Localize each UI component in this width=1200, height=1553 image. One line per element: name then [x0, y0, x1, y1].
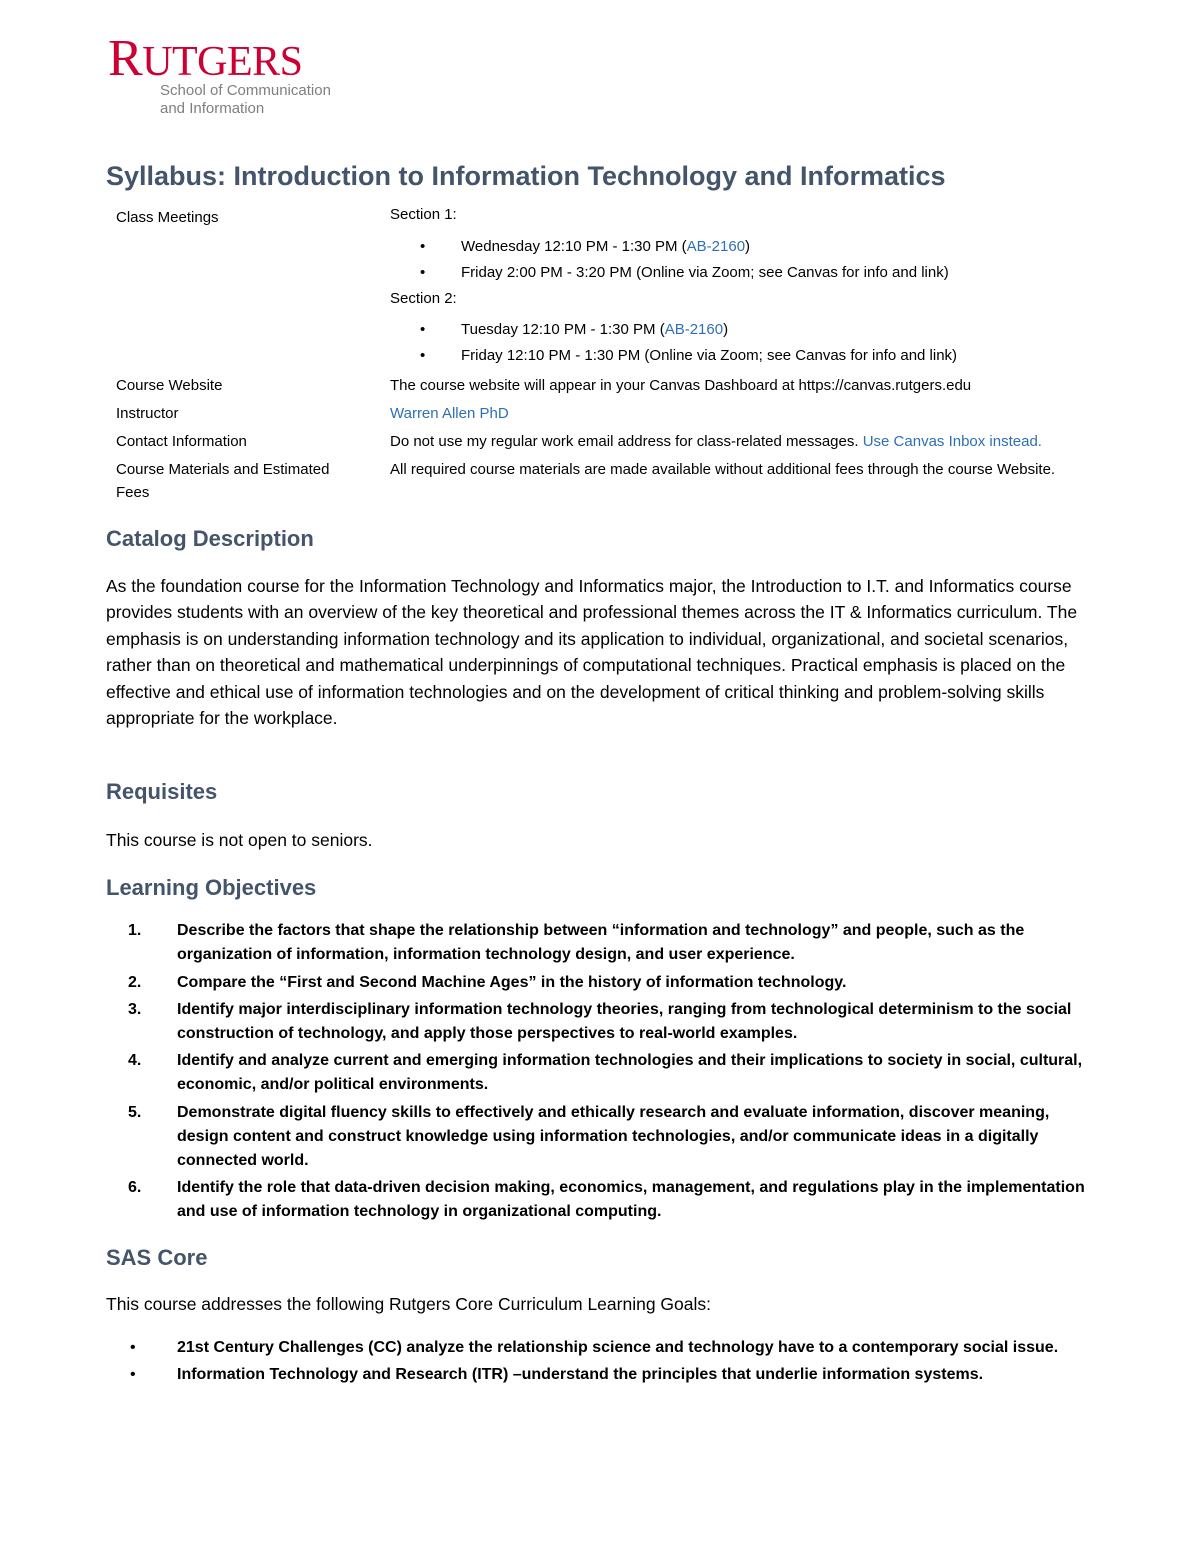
requisites-text: This course is not open to seniors. — [106, 830, 373, 850]
rutgers-logo — [108, 30, 348, 124]
instructor-link[interactable]: Warren Allen PhD — [390, 405, 509, 422]
contact-value: Do not use my regular work email address for class-related messages. Use Canvas Inbox instead. — [390, 433, 1042, 450]
section2-heading: Section 2: — [390, 290, 457, 307]
room-link[interactable]: AB-2160 — [664, 321, 724, 338]
page-title: Syllabus: Introduction to Information Technology and Informatics — [106, 161, 946, 191]
catalog-heading: Catalog Description — [106, 526, 314, 551]
logo-subtitle: School of Communication and Information — [160, 82, 331, 117]
catalog-text: As the foundation course for the Information Technology and Informatics major, the Introduction to I.T. and Informatics course provides students with an overview of the key theoretical and professional themes across the IT & Informatics curriculum. The emphasis is on understanding information technology and its application to individual, organizational, and societal scenarios, rather than on theoretical and mathematical underpinnings of computational techniques. Practical emphasis is placed on the effective and ethical use of information technologies and on the development of critical thinking and problem-solving skills appropriate for the workplace. — [106, 576, 1078, 729]
course-website-label: Course Website — [116, 377, 223, 394]
materials-value: All required course materials are made available without additional fees through the course Website. — [390, 461, 1056, 478]
contact-label: Contact Information — [116, 433, 247, 450]
logo-wordmark: RUTGERS — [108, 30, 303, 87]
section1-heading: Section 1: — [390, 206, 457, 223]
class-meetings-label: Class Meetings — [116, 209, 219, 226]
objectives-heading: Learning Objectives — [106, 875, 317, 900]
sas-core-intro: This course addresses the following Rutgers Core Curriculum Learning Goals: — [106, 1294, 711, 1314]
sas-core-heading: SAS Core — [106, 1245, 208, 1270]
room-link[interactable]: AB-2160 — [686, 238, 746, 255]
course-website-value: The course website will appear in your Canvas Dashboard at https://canvas.rutgers.edu — [390, 377, 972, 394]
instructor-label: Instructor — [116, 405, 179, 422]
syllabus-page: RUTGERS School of Communication and Information Syllabus: Introduction to Information Technology and Informatics Class Meetings Section 1: • Wednesday 12:10 PM - 1:30 PM (AB-2160) • Friday 2:00 PM - 3:20 PM (Online via Zoom; see Canvas for info and link) Section 2: • Tuesday 12:10 PM - 1:30 PM (AB-2160) • Friday 12:10 PM - 1:30 PM (Online via Zoom; see Canvas for info and link) Course Website The course website will appear in your Canvas Dashboard at https://canvas.rutgers.edu Instructor Warren Allen PhD Contact Information Do not use my regular work email address for class-related messages. Use Canvas Inbox instead. Course Materials and Estimated Fees All required course materials are made available without additional fees through the course Website. Catalog Description As the foundation course for the Information Technology and Informatics major, the Introduction to I.T. and Informatics course provides students with an overview of the key theoretical and professional themes across the IT & Informatics curriculum. The emphasis is on understanding information technology and its application to individual, organizational, and societal scenarios, rather than on theoretical and mathematical underpinnings of computational techniques. Practical emphasis is placed on the effective and ethical use of information technologies and on the development of critical thinking and problem-solving skills appropriate for the workplace. Requisites This course is not open to seniors. Learning Objectives 1. Describe the factors that shape the relationship between “information and technology” and people, such as the organization of information, information technology design, and user experience. 2. Compare the “First and Second Machine Ages” in the history of information technology. 3. Identify major interdisciplinary information technology theories, ranging from technological determinism to the social construction of technology, and apply those perspectives to real-world examples. 4. Identify and analyze current and emerging information technologies and their implications to society in social, cultural, economic, and/or political environments. 5. Demonstrate digital fluency skills to effectively and ethically research and evaluate information, discover meaning, design content and construct knowledge using information technologies, and/or communicate ideas in a digitally connected world. 6. Identify the role that data-driven decision making, economics, management, and regulations play in the implementation and use of information technology in organizational computing. SAS Core This course addresses the following Rutgers Core Curriculum Learning Goals: • 21st Century Challenges (CC) analyze the relationship science and technology have to a contemporary social issue. • Information Technology and Research (ITR) –understand the principles that underlie information systems. — [0, 0, 1200, 1553]
canvas-inbox-link[interactable]: Use Canvas Inbox instead. — [862, 433, 1042, 450]
materials-label: Course Materials and Estimated Fees — [116, 461, 330, 501]
requisites-heading: Requisites — [106, 779, 218, 804]
